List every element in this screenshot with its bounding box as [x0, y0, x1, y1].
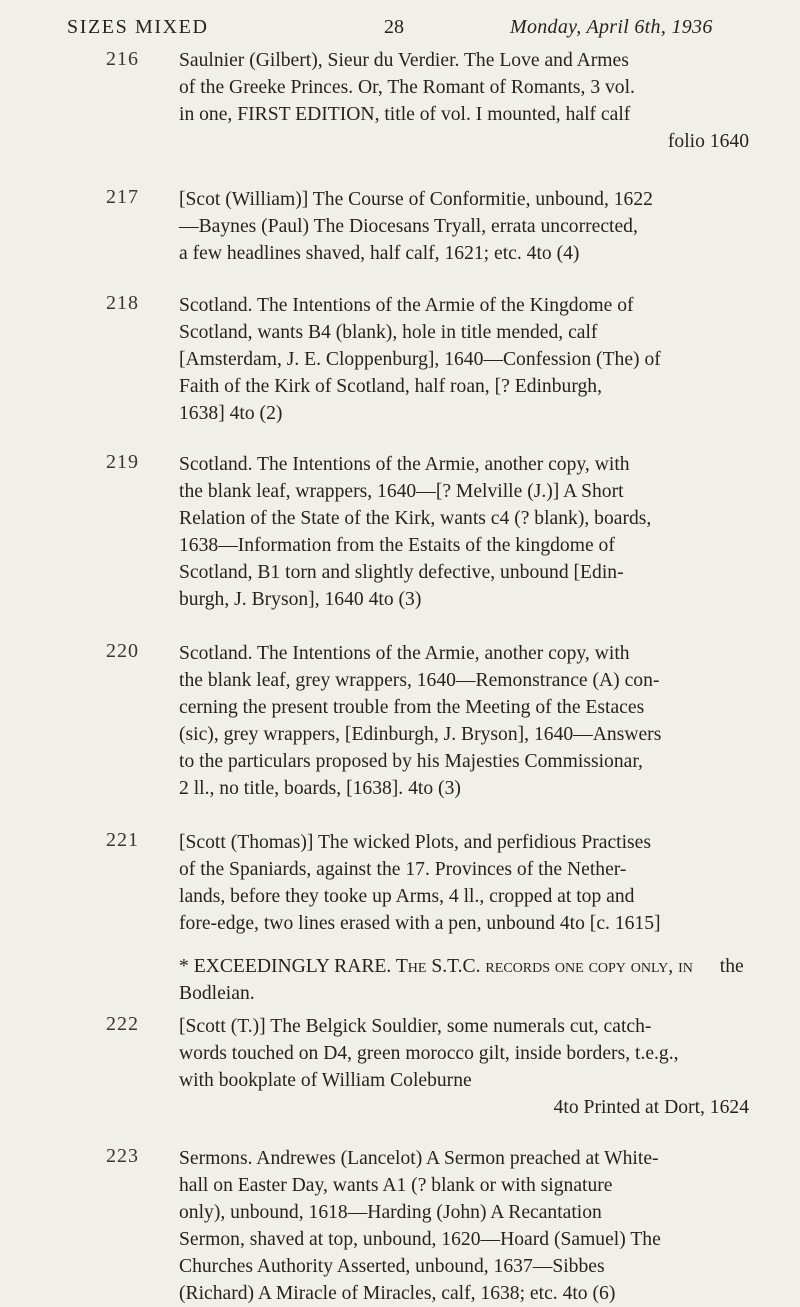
rarity-note-line: * EXCEEDINGLY RARE. The S.T.C. records one copy only, in — [179, 956, 693, 977]
lot-number: 217 — [106, 186, 139, 208]
lot-description — [179, 1145, 749, 1307]
lot-format: folio 1640 — [667, 131, 749, 152]
lot-line: 1638] 4to (2) — [179, 403, 283, 424]
lot-line: Scotland. The Intentions of the Armie, another copy, with — [179, 643, 630, 664]
lot-number: 219 — [106, 451, 139, 473]
lot-line: with bookplate of William Coleburne — [179, 1070, 472, 1091]
lot-line: to the particulars proposed by his Majesties Commissionar, — [179, 751, 643, 772]
lot-line: 2 ll., no title, boards, [1638]. 4to (3) — [179, 778, 461, 799]
lot-number: 222 — [106, 1013, 139, 1035]
lot-line: Churches Authority Asserted, unbound, 1637—Sibbes — [179, 1256, 605, 1277]
lot-line: of the Spaniards, against the 17. Provinces of the Nether- — [179, 859, 627, 880]
lot-line: cerning the present trouble from the Meeting of the Estaces — [179, 697, 645, 718]
lot-line: lands, before they tooke up Arms, 4 ll., cropped at top and — [179, 886, 635, 907]
lot-line: [Scott (T.)] The Belgick Souldier, some numerals cut, catch- — [179, 1016, 652, 1037]
page-number: 28 — [384, 16, 404, 38]
lot-line: —Baynes (Paul) The Diocesans Tryall, errata uncorrected, — [179, 216, 638, 237]
lot-line: (sic), grey wrappers, [Edinburgh, J. Bryson], 1640—Answers — [179, 724, 662, 745]
lot-number: 223 — [106, 1145, 139, 1167]
lot-line: 1638—Information from the Estaits of the kingdome of — [179, 535, 615, 556]
lot-line: Scotland, B1 torn and slightly defective, unbound [Edin- — [179, 562, 624, 583]
lot-number: 218 — [106, 292, 139, 314]
lot-line: burgh, J. Bryson], 1640 4to (3) — [179, 589, 422, 610]
lot-line: a few headlines shaved, half calf, 1621; etc. 4to (4) — [179, 243, 580, 264]
lot-description — [179, 829, 749, 937]
rarity-note-line: the Bodleian. — [179, 956, 744, 1004]
lot-line: Scotland, wants B4 (blank), hole in title mended, calf — [179, 322, 598, 343]
lot-number: 220 — [106, 640, 139, 662]
running-head-section: SIZES MIXED — [67, 16, 209, 38]
lot-line: the blank leaf, wrappers, 1640—[? Melville (J.)] A Short — [179, 481, 624, 502]
lot-line: hall on Easter Day, wants A1 (? blank or with signature — [179, 1175, 613, 1196]
lot-description — [179, 47, 749, 155]
lot-description — [179, 1013, 749, 1121]
lot-line: of the Greeke Princes. Or, The Romant of Romants, 3 vol. — [179, 77, 635, 98]
lot-line: Relation of the State of the Kirk, wants c4 (? blank), boards, — [179, 508, 652, 529]
lot-line: [Scot (William)] The Course of Conformitie, unbound, 1622 — [179, 189, 653, 210]
lot-format: 4to Printed at Dort, 1624 — [553, 1097, 749, 1118]
lot-line: [Scott (Thomas)] The wicked Plots, and perfidious Practises — [179, 832, 651, 853]
lot-note — [179, 953, 749, 1007]
lot-number: 216 — [106, 48, 139, 70]
lot-description — [179, 186, 749, 267]
lot-number: 221 — [106, 829, 139, 851]
lot-line: Scotland. The Intentions of the Armie, another copy, with — [179, 454, 630, 475]
lot-line: in one, FIRST EDITION, title of vol. I mounted, half calf — [179, 104, 631, 125]
lot-description — [179, 451, 749, 613]
lot-line: Sermon, shaved at top, unbound, 1620—Hoard (Samuel) The — [179, 1229, 661, 1250]
lot-line: the blank leaf, grey wrappers, 1640—Remonstrance (A) con- — [179, 670, 660, 691]
lot-line: (Richard) A Miracle of Miracles, calf, 1638; etc. 4to (6) — [179, 1283, 616, 1304]
lot-line: fore-edge, two lines erased with a pen, unbound 4to [c. 1615] — [179, 913, 661, 934]
lot-line: words touched on D4, green morocco gilt, inside borders, t.e.g., — [179, 1043, 679, 1064]
lot-line: [Amsterdam, J. E. Cloppenburg], 1640—Confession (The) of — [179, 349, 661, 370]
lot-line: only), unbound, 1618—Harding (John) A Recantation — [179, 1202, 602, 1223]
page-header — [0, 0, 800, 50]
lot-description — [179, 292, 749, 427]
lot-line: Saulnier (Gilbert), Sieur du Verdier. The Love and Armes — [179, 50, 629, 71]
lot-line: Faith of the Kirk of Scotland, half roan, [? Edinburgh, — [179, 376, 602, 397]
sale-date: Monday, April 6th, 1936 — [510, 16, 713, 38]
lot-line: Scotland. The Intentions of the Armie of the Kingdome of — [179, 295, 634, 316]
lot-line: Sermons. Andrewes (Lancelot) A Sermon preached at White- — [179, 1148, 659, 1169]
lot-description — [179, 640, 749, 802]
